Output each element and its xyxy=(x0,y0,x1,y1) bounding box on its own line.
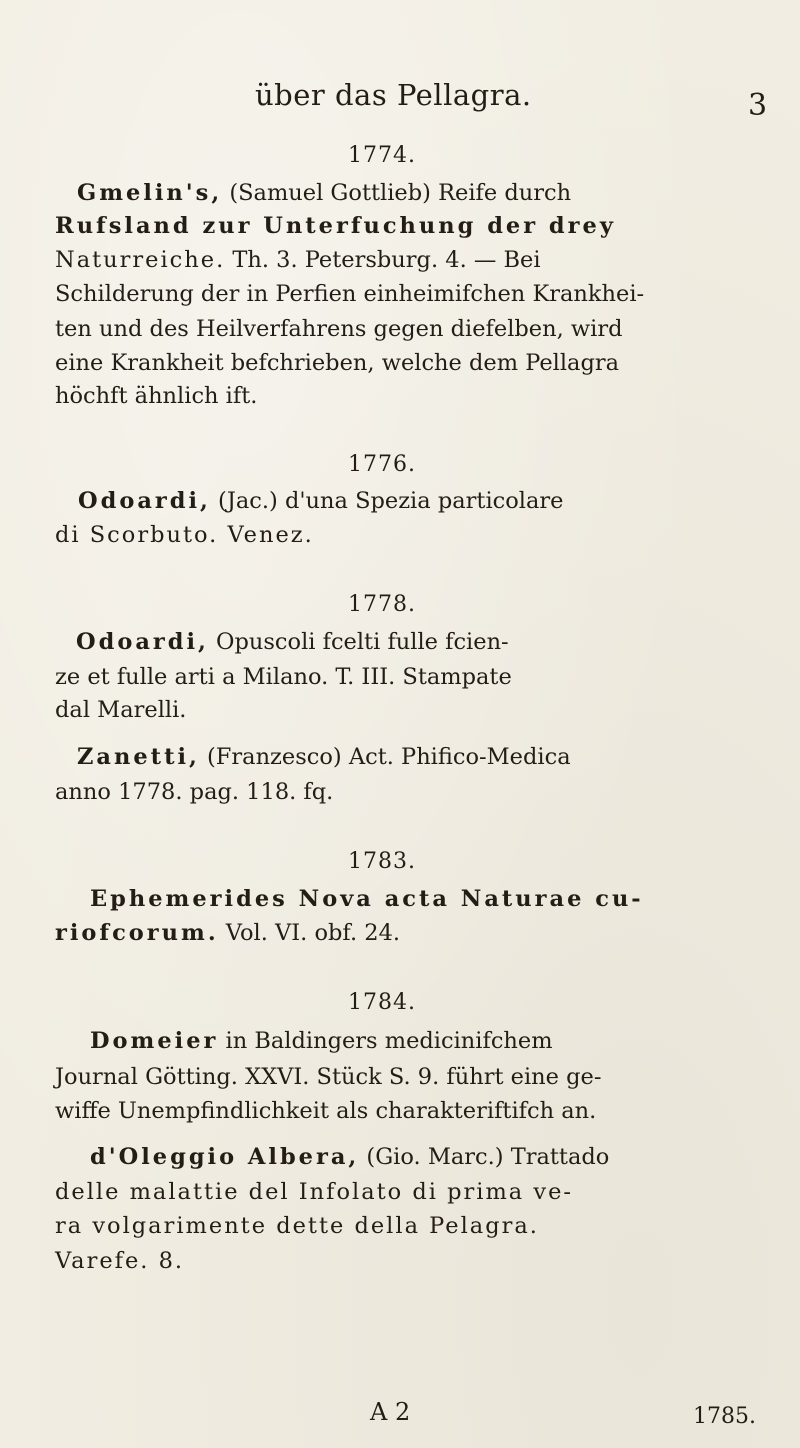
title-spaced: ra volgarimente dette della Pelagra. xyxy=(55,1213,539,1239)
author-name: Odoardi, xyxy=(76,629,209,655)
author-name: Domeier xyxy=(90,1028,219,1054)
author-name: d'Oleggio Albera, xyxy=(90,1144,360,1170)
entry-line: wiffe Unempfindlichkeit als charakteriftifch an. xyxy=(55,1098,597,1124)
entry-line: anno 1778. pag. 118. fq. xyxy=(55,779,334,805)
signature-mark: A 2 xyxy=(370,1398,411,1426)
entry-line xyxy=(55,1250,755,1273)
title-spaced: Ephemerides Nova acta Naturae cu- xyxy=(90,886,644,912)
entry-line: Journal Götting. XXVI. Stück S. 9. führt eine ge- xyxy=(55,1064,602,1090)
title-spaced: di Scorbuto. Venez. xyxy=(55,522,314,548)
title-spaced: Rufsland zur Unterfuchung der drey xyxy=(55,213,616,239)
title-spaced: Naturreiche. xyxy=(55,247,226,273)
entry-line: Naturreiche. Th. 3. Petersburg. 4. — Bei xyxy=(55,247,541,273)
year-heading: 1774. xyxy=(348,143,416,168)
entry-line: d'Oleggio Albera, (Gio. Marc.) Trattado xyxy=(90,1144,610,1170)
entry-line: Odoardi, Opuscoli fcelti fulle fcien- xyxy=(76,629,509,655)
year-heading: 1784. xyxy=(348,990,416,1015)
page-number: 3 xyxy=(748,88,768,123)
title-spaced: delle malattie del Infolato di prima ve- xyxy=(55,1179,573,1205)
title-spaced: Varefe. 8. xyxy=(55,1248,185,1274)
running-head: über das Pellagra. xyxy=(255,78,532,112)
author-name: Odoardi, xyxy=(78,488,211,514)
catchword: 1785. xyxy=(693,1404,756,1429)
author-name: Zanetti, xyxy=(77,744,200,770)
entry-line: riofcorum. Vol. VI. obf. 24. xyxy=(55,920,401,946)
entry-line: ze et fulle arti a Milano. T. III. Stampate xyxy=(55,664,512,690)
entry-line xyxy=(55,524,755,547)
entry-line: Schilderung der in Perfien einheimifchen Krankhei- xyxy=(55,281,645,307)
entry-line xyxy=(55,1215,755,1238)
entry-line: Zanetti, (Franzesco) Act. Phifico-Medica xyxy=(77,744,571,770)
entry-line: eine Krankheit befchrieben, welche dem Pellagra xyxy=(55,350,620,376)
entry-line xyxy=(90,888,790,911)
entry-line xyxy=(55,1181,755,1204)
entry-line: Odoardi, (Jac.) d'una Spezia particolare xyxy=(78,488,564,514)
entry-line: Domeier in Baldingers medicinifchem xyxy=(90,1028,553,1054)
entry-line xyxy=(55,215,755,238)
author-name: Gmelin's, xyxy=(77,180,223,206)
year-heading: 1778. xyxy=(348,592,416,617)
entry-line: höchft ähnlich ift. xyxy=(55,383,258,409)
year-heading: 1776. xyxy=(348,452,416,477)
entry-line: ten und des Heilverfahrens gegen diefelben, wird xyxy=(55,316,623,342)
title-spaced: riofcorum. xyxy=(55,920,219,946)
year-heading: 1783. xyxy=(348,849,416,874)
entry-line: dal Marelli. xyxy=(55,697,187,723)
entry-line: Gmelin's, (Samuel Gottlieb) Reife durch xyxy=(77,180,572,206)
